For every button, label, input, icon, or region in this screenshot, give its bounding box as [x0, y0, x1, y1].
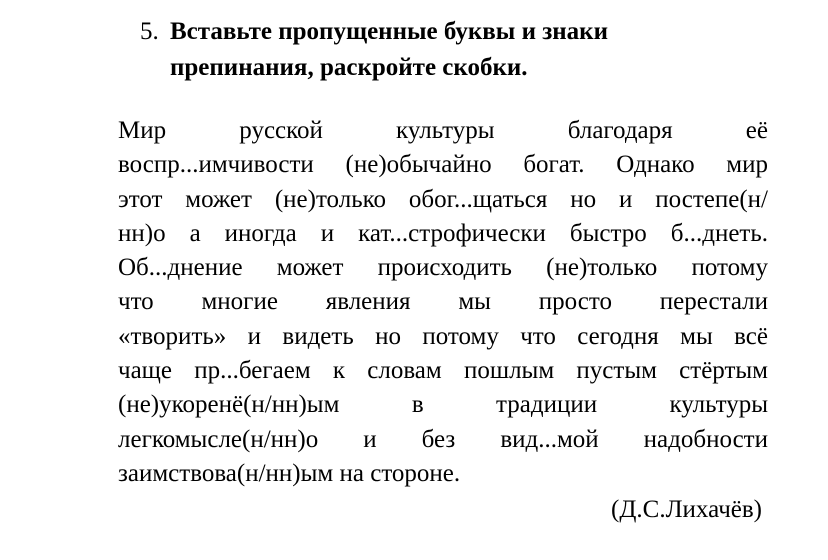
passage-line: нн)о а иногда и кат...строфически быстро б...днеть. [118, 219, 768, 247]
passage-line: чаще пр...бегаем к словам пошлым пустым стёртым [118, 357, 768, 385]
passage-line: что многие явления мы просто перестали [118, 288, 768, 316]
passage-line: воспр...имчивости (не)обычайно богат. Однако мир [118, 151, 768, 179]
passage-line: заимствова(н/нн)ым на стороне. [118, 459, 461, 487]
passage-line: Об...днение может происходить (не)только потому [118, 254, 768, 282]
task-number: 5. [140, 18, 159, 45]
passage-line: «творить» и видеть но потому что сегодня мы всё [118, 322, 768, 350]
passage-line: этот может (не)только обог...щаться но и постепе(н/ [118, 185, 768, 213]
task-instruction: Вставьте пропущенные буквы и знаки препинания, раскройте скобки. [170, 18, 608, 81]
passage-line: Мир русской культуры благодаря её [118, 117, 768, 144]
passage-line: легкомысле(н/нн)о и без вид...мой надобности [118, 425, 768, 453]
passage-line: (не)укоренё(н/нн)ым в традиции культуры [118, 391, 768, 419]
passage-author: (Д.С.Лихачёв) [611, 496, 762, 523]
task-header [140, 14, 800, 86]
passage-text [118, 114, 768, 491]
